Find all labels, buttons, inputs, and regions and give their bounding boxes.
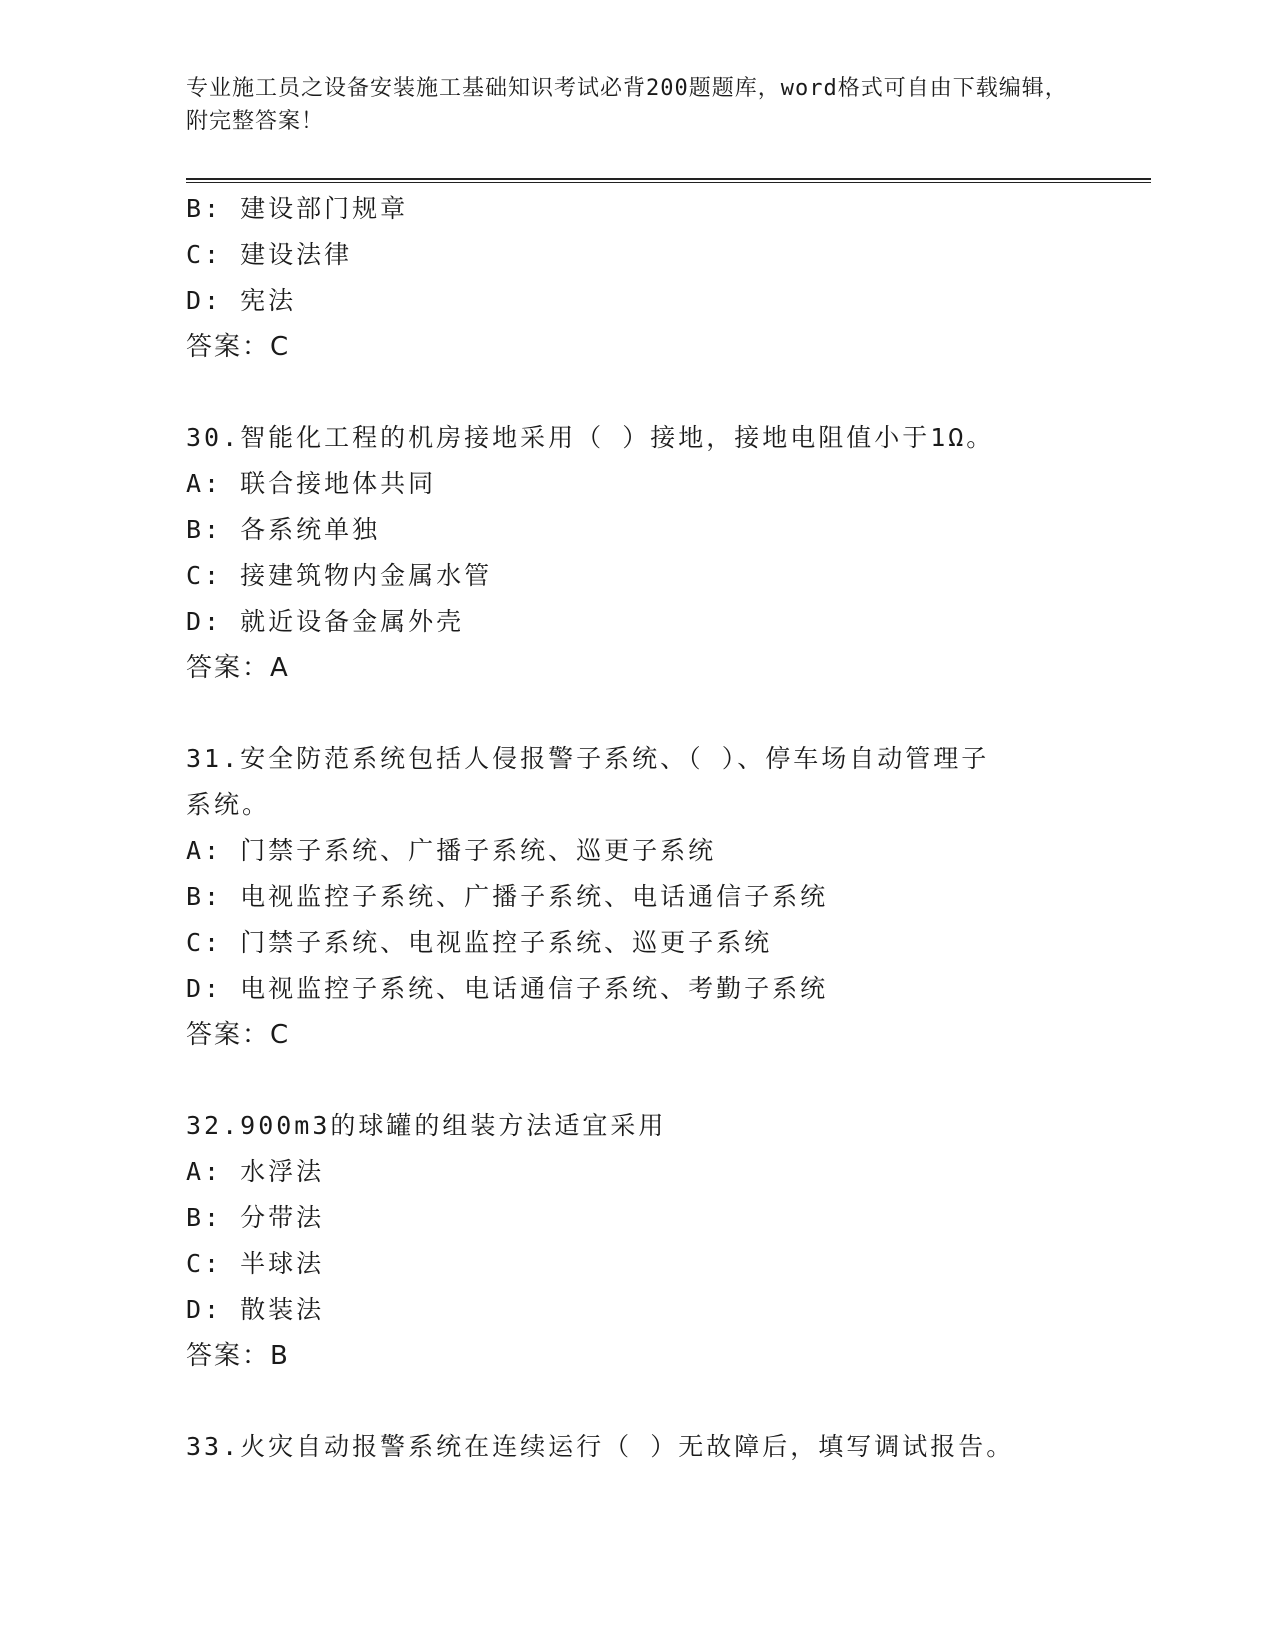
option-b: B: 建设部门规章 (186, 194, 409, 223)
answer-line: 答案：C (186, 1020, 291, 1050)
question-32: 32.900m3的球罐的组装方法适宜采用 (186, 1111, 667, 1140)
spacer (186, 691, 1106, 736)
option-b: B: 电视监控子系统、广播子系统、电话通信子系统 (186, 882, 829, 911)
option-c: C: 半球法 (186, 1249, 325, 1278)
option-c: C: 门禁子系统、电视监控子系统、巡更子系统 (186, 928, 773, 957)
answer-line: 答案：C (186, 332, 291, 362)
option-a: A: 联合接地体共同 (186, 469, 437, 498)
option-c: C: 建设法律 (186, 240, 353, 269)
question-31: 31.安全防范系统包括人侵报警子系统、（ ）、停车场自动管理子系统。 (186, 744, 990, 819)
question-30: 30.智能化工程的机房接地采用（ ）接地，接地电阻值小于1Ω。 (186, 423, 995, 452)
question-list (186, 186, 1106, 1470)
option-d: D: 电视监控子系统、电话通信子系统、考勤子系统 (186, 974, 829, 1003)
option-d: D: 就近设备金属外壳 (186, 607, 465, 636)
spacer (186, 1379, 1106, 1424)
document-header: 专业施工员之设备安装施工基础知识考试必背200题题库，word格式可自由下载编辑，附完整答案！ (186, 76, 1068, 134)
option-b: B: 分带法 (186, 1203, 325, 1232)
option-a: A: 水浮法 (186, 1157, 325, 1186)
option-c: C: 接建筑物内金属水管 (186, 561, 493, 590)
answer-line: 答案：B (186, 1341, 290, 1371)
spacer (186, 370, 1106, 415)
answer-line: 答案：A (186, 653, 290, 683)
option-b: B: 各系统单独 (186, 515, 381, 544)
spacer (186, 1058, 1106, 1103)
question-33: 33.火灾自动报警系统在连续运行（ ）无故障后，填写调试报告。 (186, 1432, 1015, 1461)
option-d: D: 宪法 (186, 286, 297, 315)
option-a: A: 门禁子系统、广播子系统、巡更子系统 (186, 836, 717, 865)
option-d: D: 散装法 (186, 1295, 325, 1324)
header-divider (186, 178, 1151, 183)
